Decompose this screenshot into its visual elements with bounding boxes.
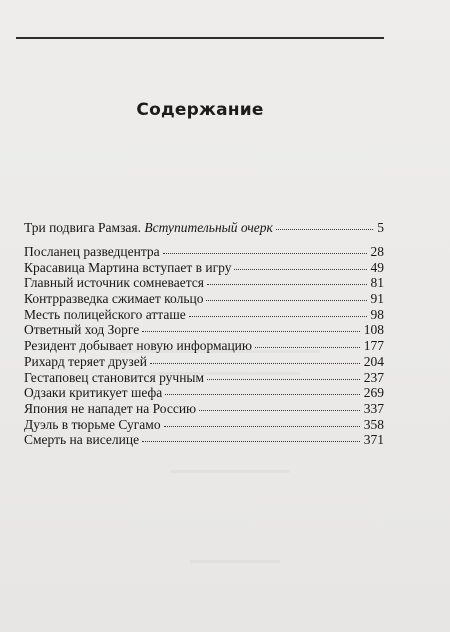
toc-entry-title: Три подвига Рамзая. Вступительный очерк — [24, 220, 273, 235]
toc-entry-page: 49 — [370, 259, 384, 275]
toc-entry[interactable] — [24, 370, 384, 386]
dot-leader — [234, 269, 366, 270]
toc-entry-title: Месть полицейского атташе — [24, 306, 186, 322]
dot-leader — [255, 347, 360, 348]
toc-entry-title: Резидент добывает новую информацию — [24, 338, 252, 354]
toc-entry-page: 91 — [370, 291, 384, 307]
toc-entry-title: Япония не нападет на Россию — [24, 400, 197, 416]
toc-entry-title: Красавица Мартина вступает в игру — [24, 259, 232, 275]
toc-entry[interactable] — [24, 307, 384, 323]
toc-entry-title: Гестаповец становится ручным — [24, 369, 205, 385]
toc-entry-title: Рихард теряет друзей — [24, 353, 147, 369]
toc-entry-page: 337 — [363, 400, 384, 416]
toc-entry[interactable] — [24, 338, 384, 354]
dot-leader — [276, 229, 373, 230]
dot-leader — [189, 316, 367, 317]
toc-entry-page: 204 — [363, 353, 384, 369]
toc-entry-intro[interactable] — [24, 220, 384, 236]
toc-entry-title: Главный источник сомневается — [24, 275, 204, 291]
toc-entry[interactable] — [24, 275, 384, 291]
toc-entry-title: Ответный ход Зорге — [24, 322, 140, 338]
toc-entry[interactable] — [24, 244, 384, 260]
top-rule — [16, 37, 384, 39]
contents-heading: Содержание — [136, 100, 264, 120]
toc-entry[interactable] — [24, 417, 384, 433]
toc-entry-title: Смерть на виселице — [24, 432, 140, 448]
toc-entry-title: Одзаки критикует шефа — [24, 385, 163, 401]
toc-entry[interactable] — [24, 291, 384, 307]
dot-leader — [142, 441, 360, 442]
toc-entry-page: 358 — [363, 416, 384, 432]
dot-leader — [164, 426, 360, 427]
toc-entry[interactable] — [24, 260, 384, 276]
toc-chapter-list — [24, 244, 384, 448]
toc-entry-page: 237 — [363, 369, 384, 385]
dot-leader — [207, 379, 360, 380]
toc-intro — [24, 220, 384, 236]
dot-leader — [207, 284, 367, 285]
show-through-mark — [190, 560, 280, 563]
dot-leader — [142, 331, 360, 332]
toc-entry-page: 5 — [377, 220, 384, 235]
dot-leader — [199, 410, 360, 411]
dot-leader — [206, 300, 366, 301]
toc-entry-page: 108 — [363, 322, 384, 338]
toc-entry[interactable] — [24, 354, 384, 370]
show-through-mark — [170, 470, 290, 473]
toc-entry[interactable] — [24, 322, 384, 338]
toc-entry[interactable] — [24, 432, 384, 448]
toc-entry-title: Дуэль в тюрьме Сугамо — [24, 416, 161, 432]
toc-entry-page: 177 — [363, 338, 384, 354]
toc-entry-title: Посланец разведцентра — [24, 244, 160, 259]
dot-leader — [150, 363, 360, 364]
toc-entry[interactable] — [24, 385, 384, 401]
toc-entry-page: 269 — [363, 385, 384, 401]
dot-leader — [163, 253, 367, 254]
toc-entry-title: Контрразведка сжимает кольцо — [24, 291, 204, 307]
toc-entry-page: 81 — [370, 275, 384, 291]
toc-entry-page: 371 — [363, 432, 384, 448]
dot-leader — [165, 394, 360, 395]
toc-entry-page: 98 — [370, 306, 384, 322]
toc-entry[interactable] — [24, 401, 384, 417]
toc-entry-page: 28 — [370, 244, 384, 259]
